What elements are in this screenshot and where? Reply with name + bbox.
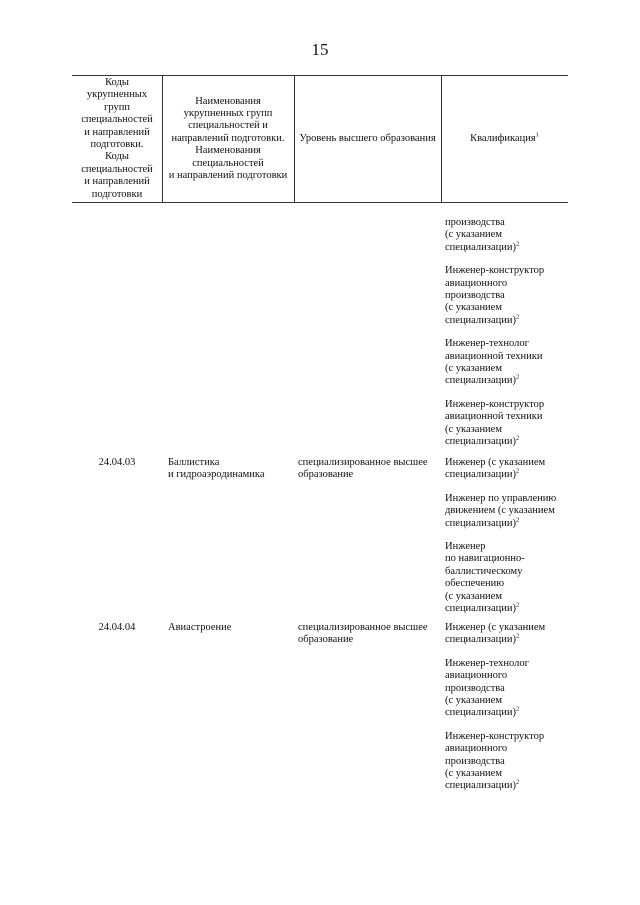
qualification-line: производства bbox=[445, 217, 505, 228]
qualification-line: специализации)$^2$ bbox=[445, 467, 520, 481]
table-row bbox=[72, 217, 568, 457]
row-level bbox=[298, 622, 440, 647]
qualification-line: (с указанием bbox=[445, 768, 502, 780]
qualification-item bbox=[445, 338, 568, 388]
qualification-line: Инженер bbox=[445, 541, 486, 553]
row-name bbox=[168, 622, 294, 634]
row-code: 24.04.03 bbox=[98, 457, 136, 468]
header-text-line: и направлений подготовки bbox=[168, 170, 288, 182]
header-text-line: подготовки bbox=[91, 188, 143, 200]
qualification-line: Инженер-технолог bbox=[445, 657, 529, 669]
qualification-line: Инженер по управлению bbox=[445, 492, 557, 504]
qualification-line: баллистическому bbox=[445, 565, 523, 577]
table-header bbox=[72, 75, 568, 203]
row-qualifications bbox=[445, 457, 568, 626]
header-text-line: Наименования bbox=[195, 95, 261, 107]
row-name-line: Авиастроение bbox=[168, 622, 232, 633]
row-level bbox=[298, 457, 440, 482]
header-text-line: и направлений bbox=[84, 126, 150, 138]
qualification-line: специализации)$^2$ bbox=[445, 705, 520, 719]
qualification-item bbox=[445, 658, 568, 720]
qualification-line: движением (с указанием bbox=[445, 505, 555, 517]
footnote-marker: 2 bbox=[515, 705, 520, 713]
qualification-line: специализации)$^2$ bbox=[445, 313, 520, 326]
row-name-line: и гидроаэродинамика bbox=[168, 469, 265, 481]
row-name-line: Баллистика bbox=[168, 457, 220, 468]
header-text-line: Коды bbox=[105, 76, 129, 88]
qualification-item bbox=[445, 622, 568, 647]
header-text-line: специальностей bbox=[192, 157, 264, 169]
qualification-line: авиационного bbox=[445, 670, 508, 682]
row-level-line: образование bbox=[298, 634, 354, 646]
qualification-line: (с указанием bbox=[445, 229, 502, 241]
row-name bbox=[168, 457, 294, 482]
header-text-line: укрупненных bbox=[86, 89, 148, 101]
row-level-line: образование bbox=[298, 469, 354, 481]
qualification-line: производства bbox=[445, 755, 505, 767]
footnote-marker: 2 bbox=[515, 601, 520, 609]
qualification-line: (с указанием bbox=[445, 302, 502, 314]
footnote-marker: 2 bbox=[515, 373, 520, 381]
qualification-item bbox=[445, 541, 568, 615]
table-row bbox=[72, 622, 568, 822]
header-names bbox=[162, 76, 294, 202]
row-level-line: специализированное высшее bbox=[298, 457, 428, 468]
qualification-line: авиационной техники bbox=[445, 350, 543, 362]
footnote-marker: 2 bbox=[515, 516, 520, 524]
header-text-line: укрупненных групп bbox=[183, 107, 273, 119]
qualification-line: производства bbox=[445, 290, 505, 302]
header-codes bbox=[72, 76, 162, 202]
qualification-line: специализации)$^2$ bbox=[445, 601, 520, 615]
header-text-line: специальностей bbox=[81, 114, 153, 126]
header-text-line: и направлений bbox=[84, 176, 150, 188]
column-divider bbox=[162, 76, 163, 202]
qualification-line: обеспечению bbox=[445, 578, 505, 590]
qualification-item bbox=[445, 731, 568, 793]
header-text-line: Наименования bbox=[195, 145, 261, 157]
qualification-line: Инженер (с указанием bbox=[445, 457, 546, 468]
qualification-line: Инженер-конструктор bbox=[445, 265, 545, 277]
footnote-marker: 2 bbox=[515, 467, 520, 475]
header-text-line: подготовки. bbox=[90, 139, 144, 150]
table-row bbox=[72, 457, 568, 622]
qualification-item bbox=[445, 217, 568, 254]
page-number: 15 bbox=[311, 40, 329, 59]
qualification-item bbox=[445, 457, 568, 482]
qualification-line: Инженер (с указанием bbox=[445, 622, 546, 633]
header-text-line: Коды bbox=[105, 151, 129, 163]
qualification-item bbox=[445, 493, 568, 530]
qualification-line: (с указанием bbox=[445, 423, 502, 435]
qualification-line: Инженер-конструктор bbox=[445, 398, 545, 410]
header-qualification: Квалификация$^1$ bbox=[470, 131, 539, 144]
footnote-marker: 2 bbox=[515, 313, 520, 321]
row-qualifications bbox=[445, 217, 568, 460]
qualification-line: по навигационно- bbox=[445, 553, 525, 565]
qualification-line: авиационной техники bbox=[445, 411, 543, 423]
header-text-line: специальностей bbox=[81, 163, 153, 175]
footnote-marker: 2 bbox=[515, 632, 520, 640]
qualifications-table bbox=[72, 75, 568, 792]
column-divider bbox=[294, 76, 295, 202]
qualification-item bbox=[445, 265, 568, 327]
qualification-line: специализации)$^2$ bbox=[445, 373, 520, 387]
qualification-line: производства bbox=[445, 682, 505, 694]
qualification-item bbox=[445, 399, 568, 449]
qualification-line: специализации)$^2$ bbox=[445, 632, 520, 646]
qualification-line: (с указанием bbox=[445, 363, 502, 375]
footnote-marker: 2 bbox=[515, 434, 520, 442]
header-text-line: специальностей и bbox=[188, 120, 268, 132]
qualification-line: Инженер-конструктор bbox=[445, 730, 545, 742]
row-code: 24.04.04 bbox=[98, 622, 136, 633]
qualification-line: Инженер-технолог bbox=[445, 338, 529, 350]
row-qualifications bbox=[445, 622, 568, 804]
qualification-line: специализации)$^2$ bbox=[445, 516, 520, 529]
qualification-line: авиационного bbox=[445, 743, 508, 755]
qualification-line: специализации)$^2$ bbox=[445, 240, 520, 253]
footnote-marker: 2 bbox=[515, 240, 520, 248]
qualification-line: специализации)$^2$ bbox=[445, 434, 520, 448]
qualification-line: (с указанием bbox=[445, 695, 502, 707]
footnote-marker: 2 bbox=[515, 778, 520, 786]
qualification-line: авиационного bbox=[445, 277, 508, 289]
qualification-line: (с указанием bbox=[445, 590, 502, 602]
header-level: Уровень высшего образования bbox=[299, 132, 436, 144]
qualification-line: специализации)$^2$ bbox=[445, 778, 520, 792]
header-text-line: групп bbox=[104, 101, 130, 113]
row-level-line: специализированное высшее bbox=[298, 622, 428, 633]
column-divider bbox=[441, 76, 442, 202]
header-text-line: направлений подготовки. bbox=[171, 132, 285, 144]
